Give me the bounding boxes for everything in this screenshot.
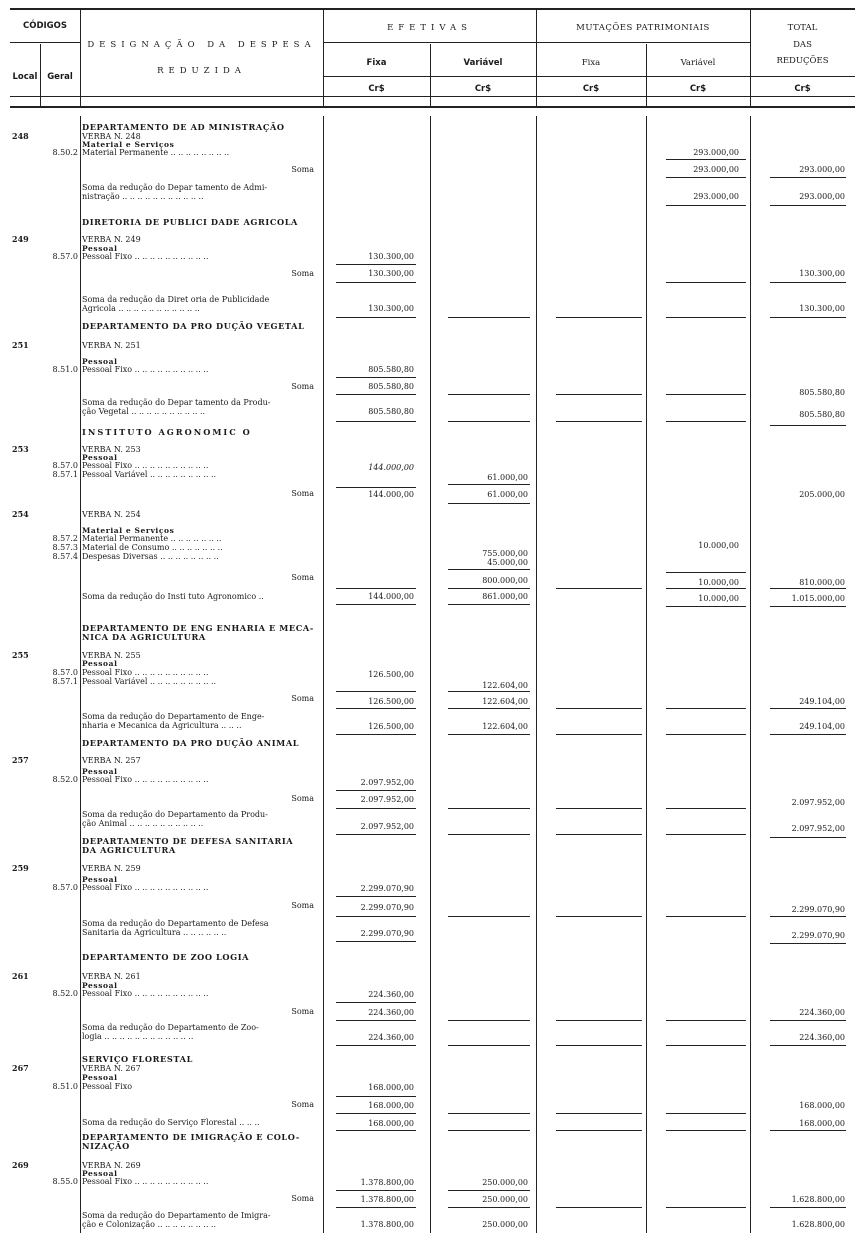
- reduction-label-cont: Sanitaria da Agricultura .. .. .. .. .. ..: [82, 928, 227, 937]
- code-local: 249: [12, 234, 29, 244]
- group-label: Material e Serviços: [82, 526, 175, 535]
- code-geral: 8.57.3: [52, 543, 78, 552]
- verba-label: VERBA N. 269: [82, 1161, 141, 1170]
- soma-fixa: 224.360,00: [368, 1008, 414, 1017]
- soma-label: Soma: [291, 573, 314, 582]
- section-title: DEPARTAMENTO DA PRO DUÇÃO ANIMAL: [82, 738, 300, 748]
- code-geral: 8.57.0: [52, 883, 78, 892]
- value-variavel: 45.000,00: [487, 558, 528, 567]
- verba-label: VERBA N. 257: [82, 756, 141, 765]
- reduction-fixa: 126.500,00: [368, 722, 414, 731]
- code-geral: 8.57.0: [52, 252, 78, 261]
- reduction-label-cont: nistração .. .. .. .. .. .. .. .. .. .. ..: [82, 192, 204, 201]
- section-title: INSTITUTO AGRONOMIC O: [82, 427, 252, 437]
- value-mut-variavel: 10.000,00: [698, 541, 739, 550]
- reduction-fixa: 2.097.952,00: [360, 822, 414, 831]
- code-geral: 8.51.0: [52, 1082, 78, 1091]
- item-label: Pessoal Variável .. .. .. .. .. .. .. .. ..: [82, 677, 217, 686]
- value-fixa: 144.000,00: [368, 463, 414, 472]
- verba-label: VERBA N. 259: [82, 864, 141, 873]
- reduction-label: Soma da redução do Serviço Florestal .. .. ..: [82, 1118, 260, 1127]
- item-label: Pessoal Fixo .. .. .. .. .. .. .. .. .. ..: [82, 252, 209, 261]
- reduction-label-cont: Agricola .. .. .. .. .. .. .. .. .. .. ..: [82, 304, 200, 313]
- group-label: Material e Serviços: [82, 140, 175, 149]
- header-cr-variavel: Cr$: [474, 84, 492, 94]
- header-designacao: DESIGNAÇÃO DA DESPESA: [87, 40, 316, 50]
- code-geral: 8.57.2: [52, 534, 78, 543]
- code-local: 254: [12, 509, 29, 519]
- section-title: DEPARTAMENTO DE AD MINISTRAÇÃO: [82, 122, 285, 132]
- soma-fixa: 144.000,00: [368, 490, 414, 499]
- code-local: 257: [12, 755, 29, 765]
- reduction-total: 1.628.800,00: [791, 1220, 845, 1229]
- table-header: [10, 8, 855, 108]
- reduction-label-cont: ção Animal .. .. .. .. .. .. .. .. .. ..: [82, 819, 204, 828]
- budget-table-page: [10, 8, 855, 1233]
- reduction-total: 2.299.070,90: [791, 931, 845, 940]
- reduction-mut-variavel: 293.000,00: [693, 192, 739, 201]
- group-label: Pessoal: [82, 659, 118, 668]
- reduction-total: 130.300,00: [799, 304, 845, 313]
- soma-total: 205.000,00: [799, 490, 845, 499]
- item-label: Despesas Diversas .. .. .. .. .. .. .. ..: [82, 552, 219, 561]
- group-label: Pessoal: [82, 1169, 118, 1178]
- soma-label: Soma: [291, 1194, 314, 1203]
- section-title: DEPARTAMENTO DE IMIGRAÇÃO E COLO-: [82, 1132, 300, 1142]
- reduction-variavel: 861.000,00: [482, 592, 528, 601]
- verba-label: VERBA N. 248: [82, 132, 141, 141]
- soma-total: 130.300,00: [799, 269, 845, 278]
- reduction-total: 1.015.000,00: [791, 594, 845, 603]
- verba-label: VERBA N. 267: [82, 1064, 141, 1073]
- header-cr-mut-fixa: Cr$: [582, 84, 600, 94]
- section-title: DEPARTAMENTO DE ENG ENHARIA E MECA-: [82, 623, 314, 633]
- soma-variavel: 122.604,00: [482, 697, 528, 706]
- value-fixa: 2.299.070,90: [360, 884, 414, 893]
- header-cr-fixa: Cr$: [368, 84, 385, 94]
- reduction-total: 293.000,00: [799, 192, 845, 201]
- verba-label: VERBA N. 251: [82, 341, 141, 350]
- value-fixa: 1.378.800,00: [360, 1178, 414, 1187]
- soma-label: Soma: [291, 794, 314, 803]
- soma-variavel: 61.000,00: [487, 490, 528, 499]
- section-title-cont: NIZAÇÃO: [82, 1141, 130, 1151]
- reduction-variavel: 122.604,00: [482, 722, 528, 731]
- item-label: Material Permanente .. .. .. .. .. .. ..: [82, 534, 222, 543]
- group-label: Pessoal: [82, 1073, 118, 1082]
- soma-fixa: 805.580,80: [368, 382, 414, 391]
- header-efetivas: EFETIVAS: [387, 23, 472, 33]
- soma-label: Soma: [291, 901, 314, 910]
- section-title: SERVIÇO FLORESTAL: [82, 1054, 193, 1064]
- value-mut-variavel: 293.000,00: [693, 148, 739, 157]
- reduction-fixa: 805.580,80: [368, 407, 414, 416]
- code-local: 267: [12, 1063, 29, 1073]
- section-title: DEPARTAMENTO DE DEFESA SANITARIA: [82, 836, 294, 846]
- soma-label: Soma: [291, 165, 314, 174]
- code-geral: 8.57.1: [52, 470, 78, 479]
- reduction-total: 249.104,00: [799, 722, 845, 731]
- group-label: Pessoal: [82, 981, 118, 990]
- section-title: DIRETORIA DE PUBLICI DADE AGRICOLA: [82, 217, 299, 227]
- verba-label: VERBA N. 254: [82, 510, 141, 519]
- soma-fixa: 1.378.800,00: [360, 1195, 414, 1204]
- code-local: 261: [12, 971, 29, 981]
- reduction-mut-variavel: 10.000,00: [698, 594, 739, 603]
- reduction-fixa: 224.360,00: [368, 1033, 414, 1042]
- item-label: Pessoal Fixo .. .. .. .. .. .. .. .. .. ..: [82, 461, 209, 470]
- item-label: Pessoal Fixo: [82, 1082, 133, 1091]
- value-variavel: 61.000,00: [487, 473, 528, 482]
- reduction-fixa: 130.300,00: [368, 304, 414, 313]
- header-das: DAS: [793, 40, 812, 50]
- soma-total: 249.104,00: [799, 697, 845, 706]
- soma-fixa: 126.500,00: [368, 697, 414, 706]
- code-local: 269: [12, 1160, 29, 1170]
- header-local: Local: [12, 72, 38, 82]
- item-label: Pessoal Fixo .. .. .. .. .. .. .. .. .. ..: [82, 989, 209, 998]
- value-fixa: 168.000,00: [368, 1083, 414, 1092]
- soma-fixa: 2.097.952,00: [360, 795, 414, 804]
- header-mutacoes: MUTAÇÕES PATRIMONIAIS: [576, 23, 710, 33]
- soma-label: Soma: [291, 382, 314, 391]
- reduction-label: Soma da redução do Departamento de Defesa: [82, 919, 269, 928]
- header-variavel: Variável: [463, 58, 503, 68]
- header-reducoes: REDUÇÕES: [776, 56, 829, 66]
- item-label: Pessoal Fixo .. .. .. .. .. .. .. .. .. ..: [82, 1177, 209, 1186]
- reduction-variavel: 250.000,00: [482, 1220, 528, 1229]
- reduction-label: Soma da redução do Departamento de Imigra-: [82, 1211, 271, 1220]
- reduction-fixa: 168.000,00: [368, 1119, 414, 1128]
- code-geral: 8.51.0: [52, 365, 78, 374]
- code-local: 248: [12, 131, 29, 141]
- reduction-label: Soma da redução do Departamento de Zoo-: [82, 1023, 259, 1032]
- reduction-label: Soma da redução do Departamento da Produ-: [82, 810, 268, 819]
- verba-label: VERBA N. 249: [82, 235, 141, 244]
- reduction-fixa: 1.378.800,00: [360, 1220, 414, 1229]
- soma-total: 810.000,00: [799, 578, 845, 587]
- item-label: Pessoal Variável .. .. .. .. .. .. .. .. ..: [82, 470, 217, 479]
- soma-label: Soma: [291, 489, 314, 498]
- reduction-label-cont: ção e Colonização .. .. .. .. .. .. .. ..: [82, 1220, 216, 1229]
- soma-variavel: 800.000,00: [482, 576, 528, 585]
- code-local: 251: [12, 340, 29, 350]
- value-variavel: 755.000,00: [482, 549, 528, 558]
- header-cr-mut-var: Cr$: [689, 84, 707, 94]
- reduction-label: Soma da redução do Depar tamento da Produ-: [82, 398, 271, 407]
- soma-total: 1.628.800,00: [791, 1195, 845, 1204]
- code-geral: 8.55.0: [52, 1177, 78, 1186]
- code-geral: 8.52.0: [52, 989, 78, 998]
- soma-label: Soma: [291, 269, 314, 278]
- reduction-label: Soma da redução do Departamento de Enge-: [82, 712, 265, 721]
- value-fixa: 224.360,00: [368, 990, 414, 999]
- reduction-total: 168.000,00: [799, 1119, 845, 1128]
- item-label: Pessoal Fixo .. .. .. .. .. .. .. .. .. ..: [82, 775, 209, 784]
- header-cr-total: Cr$: [794, 84, 811, 94]
- verba-label: VERBA N. 255: [82, 651, 141, 660]
- reduction-label: Soma da redução do Depar tamento de Admi-: [82, 183, 268, 192]
- reduction-total: 224.360,00: [799, 1033, 845, 1042]
- value-variavel: 122.604,00: [482, 681, 528, 690]
- reduction-fixa: 144.000,00: [368, 592, 414, 601]
- soma-label: Soma: [291, 1007, 314, 1016]
- reduction-label-cont: ção Vegetal .. .. .. .. .. .. .. .. .. ..: [82, 407, 206, 416]
- group-label: Pessoal: [82, 767, 118, 776]
- reduction-total: 2.097.952,00: [791, 824, 845, 833]
- group-label: Pessoal: [82, 357, 118, 366]
- soma-fixa: 2.299.070,90: [360, 903, 414, 912]
- soma-mut-variavel: 10.000,00: [698, 578, 739, 587]
- item-label: Material de Consumo .. .. .. .. .. .. ..: [82, 543, 223, 552]
- section-title: DEPARTAMENTO DA PRO DUÇÃO VEGETAL: [82, 321, 305, 331]
- section-title-cont: NICA DA AGRICULTURA: [82, 632, 206, 642]
- verba-label: VERBA N. 261: [82, 972, 141, 981]
- soma-total: 2.097.952,00: [791, 798, 845, 807]
- group-label: Pessoal: [82, 875, 118, 884]
- reduction-total: 805.580,80: [799, 410, 845, 419]
- code-geral: 8.50.2: [52, 148, 78, 157]
- header-total: TOTAL: [787, 23, 818, 33]
- section-title: DEPARTAMENTO DE ZOO LOGIA: [82, 952, 250, 962]
- soma-fixa: 130.300,00: [368, 269, 414, 278]
- header-codigos: CÓDIGOS: [22, 21, 67, 31]
- section-title-cont: DA AGRICULTURA: [82, 845, 176, 855]
- item-label: Pessoal Fixo .. .. .. .. .. .. .. .. .. ..: [82, 668, 209, 677]
- header-fixa: Fixa: [366, 58, 387, 68]
- soma-total: 805.580,80: [799, 388, 845, 397]
- value-fixa: 2.097.952,00: [360, 778, 414, 787]
- header-mut-variavel: Variável: [680, 58, 716, 68]
- soma-total: 293.000,00: [799, 165, 845, 174]
- reduction-label: Soma da redução do Insti tuto Agronomico ..: [82, 592, 264, 601]
- code-local: 259: [12, 863, 29, 873]
- soma-label: Soma: [291, 1100, 314, 1109]
- soma-total: 224.360,00: [799, 1008, 845, 1017]
- item-label: Material Permanente .. .. .. .. .. .. .. ..: [82, 148, 230, 157]
- verba-label: VERBA N. 253: [82, 445, 141, 454]
- value-variavel: 250.000,00: [482, 1178, 528, 1187]
- header-reduzida: REDUZIDA: [157, 66, 246, 76]
- value-fixa: 130.300,00: [368, 252, 414, 261]
- soma-variavel: 250.000,00: [482, 1195, 528, 1204]
- soma-label: Soma: [291, 694, 314, 703]
- reduction-label: Soma da redução da Diret oria de Publicidade: [82, 295, 270, 304]
- reduction-fixa: 2.299.070,90: [360, 929, 414, 938]
- code-geral: 8.57.0: [52, 668, 78, 677]
- group-label: Pessoal: [82, 244, 118, 253]
- code-local: 253: [12, 444, 29, 454]
- reduction-label-cont: logia .. .. .. .. .. .. .. .. .. .. .. ..: [82, 1032, 194, 1041]
- reduction-label-cont: nharia e Mecanica da Agricultura .. .. ..: [82, 721, 242, 730]
- code-local: 255: [12, 650, 29, 660]
- soma-fixa: 168.000,00: [368, 1101, 414, 1110]
- item-label: Pessoal Fixo .. .. .. .. .. .. .. .. .. ..: [82, 883, 209, 892]
- code-geral: 8.52.0: [52, 775, 78, 784]
- header-mut-fixa: Fixa: [581, 58, 601, 68]
- value-fixa: 805.580,80: [368, 365, 414, 374]
- soma-total: 168.000,00: [799, 1101, 845, 1110]
- soma-total: 2.299.070,90: [791, 905, 845, 914]
- item-label: Pessoal Fixo .. .. .. .. .. .. .. .. .. ..: [82, 365, 209, 374]
- value-fixa: 126.500,00: [368, 670, 414, 679]
- header-geral: Geral: [47, 72, 73, 82]
- group-label: Pessoal: [82, 453, 118, 462]
- code-geral: 8.57.1: [52, 677, 78, 686]
- code-geral: 8.57.4: [52, 552, 78, 561]
- soma-mut-variavel: 293.000,00: [693, 165, 739, 174]
- code-geral: 8.57.0: [52, 461, 78, 470]
